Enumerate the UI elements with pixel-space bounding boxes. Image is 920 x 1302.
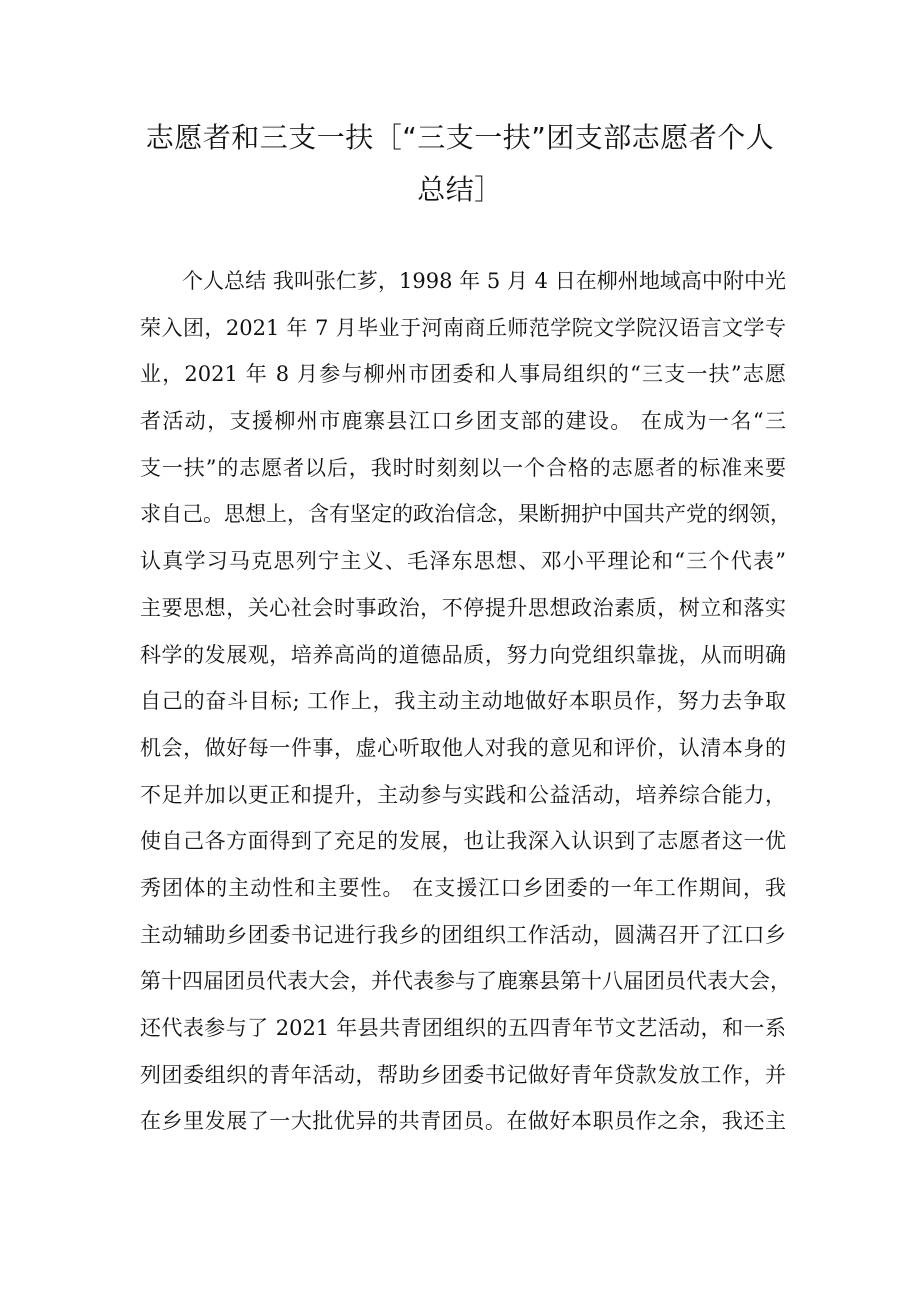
title-line: 志愿者和三支一扶［“三支一扶”团支部志愿者个人 <box>145 121 775 154</box>
body-line: 支一扶”的志愿者以后，我时时刻刻以一个合格的志愿者的标准来要 <box>140 455 786 480</box>
body-line: 主动辅助乡团委书记进行我乡的团组织工作活动，圆满召开了江口乡 <box>140 922 786 947</box>
body-line: 主要思想，关心社会时事政治，不停提升思想政治素质，树立和落实 <box>140 595 786 620</box>
body-line: 不足并加以更正和提升，主动参与实践和公益活动，培养综合能力， <box>140 782 786 807</box>
body-line: 荣入团，2021 年 7 月毕业于河南商丘师范学院文学院汉语言文学专 <box>140 315 786 340</box>
body-line: 列团委组织的青年活动，帮助乡团委书记做好青年贷款发放工作，并 <box>140 1062 786 1087</box>
body-line: 在乡里发展了一大批优异的共青团员。在做好本职员作之余，我还主 <box>140 1109 786 1134</box>
title-line: 总结］ <box>417 173 503 206</box>
body-line: 自己的奋斗目标; 工作上，我主动主动地做好本职员作，努力去争取 <box>140 689 786 714</box>
body-line: 个人总结 我叫张仁芗，1998 年 5 月 4 日在柳州地域高中附中光 <box>182 269 786 293</box>
body-line: 使自己各方面得到了充足的发展，也让我深入认识到了志愿者这一优 <box>140 829 786 854</box>
body-line: 还代表参与了 2021 年县共青团组织的五四青年节文艺活动，和一系 <box>140 1016 786 1040</box>
document-body <box>140 258 791 1145</box>
body-line: 第十四届团员代表大会，并代表参与了鹿寨县第十八届团员代表大会， <box>140 969 791 994</box>
document-title <box>120 112 800 216</box>
body-line: 者活动，支援柳州市鹿寨县江口乡团支部的建设。 在成为一名“三 <box>140 409 786 434</box>
body-line: 科学的发展观，培养高尚的道德品质，努力向党组织靠拢，从而明确 <box>140 642 786 667</box>
body-line: 认真学习马克思列宁主义、毛泽东思想、邓小平理论和“三个代表” <box>140 549 786 574</box>
body-line: 秀团体的主动性和主要性。 在支援江口乡团委的一年工作期间，我 <box>140 875 786 900</box>
body-line: 求自己。思想上，含有坚定的政治信念，果断拥护中国共产党的纲领， <box>140 502 791 527</box>
body-line: 机会，做好每一件事，虚心听取他人对我的意见和评价，认清本身的 <box>140 735 786 760</box>
body-line: 业，2021 年 8 月参与柳州市团委和人事局组织的“三支一扶”志愿 <box>140 362 786 387</box>
